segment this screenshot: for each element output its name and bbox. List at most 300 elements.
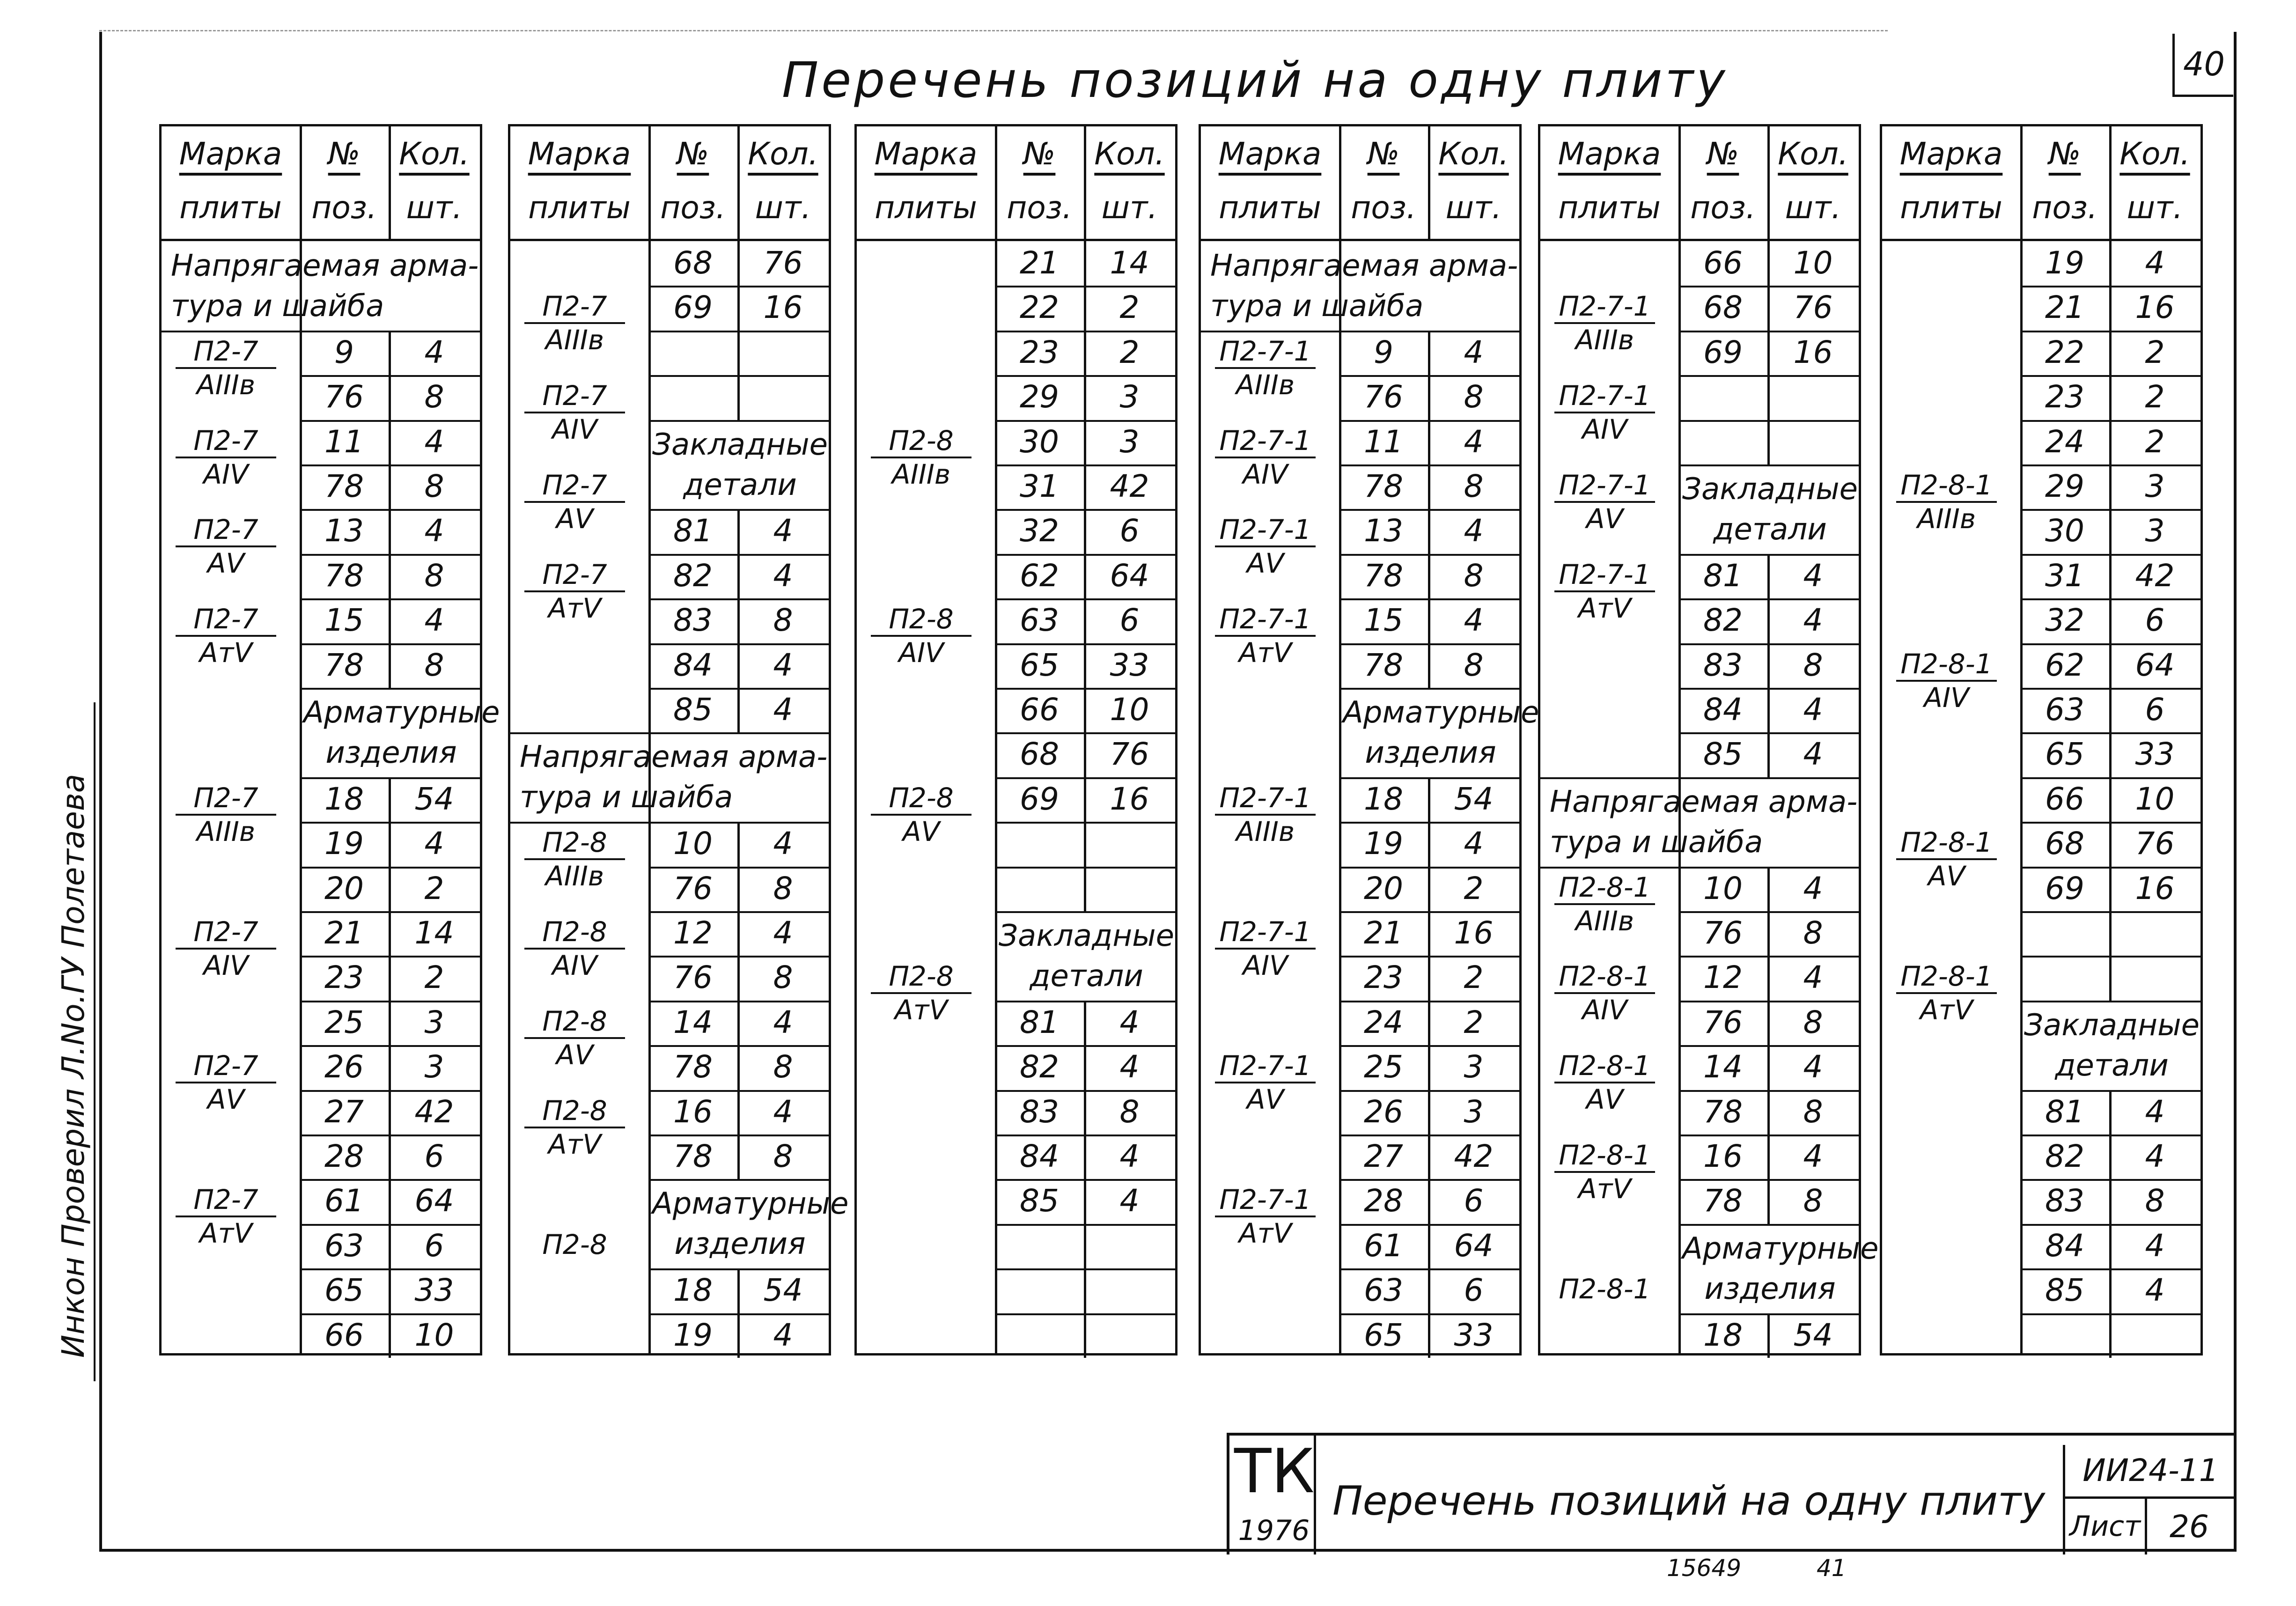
quantity: 2 — [2145, 423, 2165, 460]
row-divider — [1678, 375, 1859, 377]
plate-mark-steel: АтV — [199, 637, 253, 669]
plate-mark-steel: АтV — [199, 1217, 253, 1250]
position-number: 81 — [2045, 1093, 2084, 1130]
position-number: 81 — [1703, 557, 1743, 594]
header-mark-line-1: Марка — [179, 136, 282, 172]
position-number: 28 — [324, 1138, 364, 1174]
footer-inventory-number: 15649 — [1667, 1554, 1742, 1582]
position-table — [1880, 124, 2203, 1356]
header-position-line-1: № — [1023, 136, 1056, 172]
quantity: 4 — [1803, 692, 1823, 728]
quantity: 54 — [763, 1272, 803, 1309]
header-quantity — [2109, 126, 2200, 239]
column-divider — [737, 331, 740, 375]
quantity: 16 — [1454, 915, 1494, 951]
row-divider — [648, 331, 829, 332]
quantity: 4 — [1119, 1004, 1140, 1040]
position-number: 29 — [2045, 468, 2084, 504]
plate-mark-type: П2-7 — [176, 427, 276, 458]
position-number: 15 — [1364, 602, 1403, 639]
header-mark — [857, 126, 995, 239]
plate-mark-type: П2-8-1 — [1896, 962, 1997, 994]
section-subheading: Закладные детали — [999, 919, 1175, 994]
position-number: 21 — [2045, 289, 2084, 326]
header-mark-line-1: Марка — [1558, 136, 1661, 172]
row-divider — [648, 1179, 829, 1181]
row-divider — [1678, 464, 1859, 466]
row-divider — [300, 688, 480, 690]
section-heading: Напрягаемая арма- тура и шайба — [1550, 784, 1858, 860]
quantity: 8 — [424, 468, 444, 504]
column-divider — [1767, 126, 1770, 239]
quantity: 14 — [1110, 245, 1149, 281]
plate-mark — [176, 605, 276, 667]
quantity: 4 — [773, 915, 793, 951]
header-position — [1339, 126, 1428, 239]
quantity: 3 — [2145, 513, 2165, 549]
position-number: 18 — [1703, 1317, 1743, 1353]
quantity: 4 — [2145, 1093, 2165, 1130]
quantity: 4 — [1803, 736, 1823, 773]
position-number: 9 — [1374, 334, 1393, 370]
quantity: 4 — [424, 423, 444, 460]
plate-mark — [1215, 424, 1316, 490]
position-number: 76 — [324, 379, 364, 415]
sheet-corner-number: 40 — [2172, 34, 2233, 97]
position-number: 76 — [1703, 1004, 1743, 1040]
quantity: 3 — [1464, 1093, 1484, 1130]
quantity: 10 — [414, 1317, 454, 1353]
position-number: 66 — [1020, 692, 1059, 728]
position-number: 13 — [1364, 513, 1403, 549]
plate-mark-steel: АIIIв — [196, 368, 256, 401]
quantity: 2 — [1464, 959, 1484, 996]
header-mark-line-1: Марка — [1218, 136, 1322, 172]
section-subheading: Арматурные изделия — [1682, 1231, 1879, 1306]
plate-mark — [1215, 1050, 1316, 1116]
quantity: 8 — [1464, 468, 1484, 504]
position-number: 30 — [2045, 513, 2084, 549]
position-table — [1538, 124, 1879, 1356]
plate-mark-steel: АIIIв — [545, 324, 604, 356]
plate-mark-type: П2-8 — [524, 828, 625, 860]
plate-mark-type: П2-7-1 — [1215, 1186, 1316, 1217]
position-number: 32 — [1020, 513, 1059, 549]
quantity: 42 — [414, 1093, 454, 1130]
plate-mark-type: П2-7 — [524, 292, 625, 324]
plate-mark — [1554, 1141, 1655, 1203]
quantity: 8 — [1464, 379, 1484, 415]
plate-mark — [176, 1184, 276, 1250]
position-table — [854, 124, 1177, 1356]
row-divider — [995, 822, 1175, 824]
plate-mark-steel: АIV — [552, 413, 597, 446]
quantity: 4 — [2145, 245, 2165, 281]
position-number: 78 — [324, 557, 364, 594]
position-number: 63 — [2045, 692, 2084, 728]
column-divider — [2109, 1313, 2112, 1358]
position-number: 20 — [1364, 870, 1403, 906]
plate-mark — [524, 1094, 625, 1160]
column-divider — [2109, 956, 2112, 1000]
plate-mark — [524, 471, 625, 533]
plate-mark-steel: АV — [1246, 547, 1284, 580]
header-position-line-2: поз. — [1690, 190, 1756, 226]
position-number: 19 — [324, 825, 364, 862]
quantity: 4 — [773, 1093, 793, 1130]
position-number: 9 — [334, 334, 354, 370]
plate-mark-steel: АIIIв — [196, 815, 256, 847]
position-number: 11 — [324, 423, 364, 460]
plate-mark-type: П2-8-1 — [1554, 1141, 1655, 1173]
header-mark-line-1: Марка — [528, 136, 631, 172]
row-divider — [1678, 420, 1859, 422]
row-divider — [648, 420, 829, 422]
quantity: 76 — [1793, 289, 1833, 326]
plate-mark — [1554, 1050, 1655, 1116]
column-divider — [1084, 822, 1086, 866]
plate-mark-type: П2-7 — [524, 560, 625, 592]
quantity: 54 — [1454, 781, 1494, 817]
plate-mark-type: П2-8-1 — [1559, 1273, 1651, 1305]
header-mark — [1540, 126, 1678, 239]
plate-mark-steel: АIV — [1243, 458, 1288, 490]
position-number: 28 — [1364, 1183, 1403, 1219]
plate-mark — [871, 781, 971, 847]
header-quantity-line-1: Кол. — [399, 136, 470, 172]
row-divider — [2020, 956, 2200, 958]
position-number: 24 — [2045, 423, 2084, 460]
quantity: 4 — [1464, 423, 1484, 460]
plate-mark — [176, 424, 276, 490]
section-divider — [1540, 777, 1859, 779]
header-position-line-1: № — [1367, 136, 1400, 172]
plate-mark-type: П2-7-1 — [1215, 427, 1316, 458]
plate-mark — [1215, 605, 1316, 667]
plate-mark-type: П2-8 — [871, 784, 971, 816]
row-divider — [995, 1313, 1175, 1315]
plate-mark — [1896, 828, 1997, 890]
position-number: 23 — [1020, 334, 1059, 370]
position-number: 68 — [1020, 736, 1059, 773]
quantity: 64 — [2135, 647, 2175, 683]
position-number: 66 — [2045, 781, 2084, 817]
row-divider — [995, 911, 1175, 913]
position-number: 25 — [324, 1004, 364, 1040]
position-number: 61 — [1364, 1227, 1403, 1264]
quantity: 8 — [1803, 1093, 1823, 1130]
position-number: 83 — [2045, 1183, 2084, 1219]
section-heading: Напрягаемая арма- тура и шайба — [520, 740, 828, 815]
position-number: 26 — [1364, 1093, 1403, 1130]
plate-mark — [1215, 918, 1316, 980]
quantity: 8 — [773, 870, 793, 906]
position-number: 76 — [673, 870, 713, 906]
plate-mark-steel: АV — [207, 547, 245, 580]
quantity: 6 — [424, 1138, 444, 1174]
table-header — [1540, 126, 1859, 241]
position-number: 81 — [1020, 1004, 1059, 1040]
quantity: 4 — [773, 1317, 793, 1353]
quantity: 10 — [1793, 245, 1833, 281]
header-mark-line-2: плиты — [875, 190, 977, 226]
plate-mark-type: П2-7 — [176, 784, 276, 816]
quantity: 33 — [414, 1272, 454, 1309]
quantity: 8 — [1464, 557, 1484, 594]
plate-mark-type: П2-7 — [176, 1186, 276, 1217]
plate-mark-steel: АIV — [1582, 994, 1627, 1026]
quantity: 8 — [773, 1138, 793, 1174]
header-mark — [1201, 126, 1339, 239]
quantity: 42 — [2135, 557, 2175, 594]
position-number: 23 — [324, 959, 364, 996]
position-number: 19 — [2045, 245, 2084, 281]
quantity: 42 — [1110, 468, 1149, 504]
position-number: 31 — [1020, 468, 1059, 504]
plate-mark — [524, 292, 625, 354]
top-border-dashes — [99, 30, 1888, 31]
column-divider — [737, 126, 740, 239]
quantity: 33 — [1454, 1317, 1494, 1353]
position-number: 12 — [1703, 959, 1743, 996]
plate-mark-steel: АIIIв — [1917, 503, 1976, 535]
position-number: 65 — [1020, 647, 1059, 683]
header-quantity-line-2: шт. — [755, 190, 811, 226]
quantity: 16 — [2135, 289, 2175, 326]
position-number: 16 — [673, 1093, 713, 1130]
row-divider — [2020, 1313, 2200, 1315]
position-number: 19 — [673, 1317, 713, 1353]
position-number: 85 — [2045, 1272, 2084, 1309]
plate-mark — [1896, 650, 1997, 712]
quantity: 76 — [1110, 736, 1149, 773]
position-number: 83 — [1703, 647, 1743, 683]
section-heading: Напрягаемая арма- тура и шайба — [171, 249, 479, 324]
position-number: 10 — [1703, 870, 1743, 906]
header-position — [995, 126, 1084, 239]
row-divider — [648, 375, 829, 377]
table-header — [162, 126, 480, 241]
column-divider — [1767, 375, 1770, 420]
position-number: 69 — [2045, 870, 2084, 906]
column-divider — [1428, 126, 1430, 239]
stamp-title: Перечень позиций на одну плиту — [1332, 1478, 2046, 1525]
quantity: 16 — [1110, 781, 1149, 817]
header-position-line-1: № — [677, 136, 709, 172]
position-number: 62 — [2045, 647, 2084, 683]
plate-mark-type: П2-8-1 — [1554, 873, 1655, 905]
quantity: 76 — [2135, 825, 2175, 862]
plate-mark-steel: АV — [902, 815, 940, 847]
position-number: 29 — [1020, 379, 1059, 415]
position-number: 84 — [1703, 692, 1743, 728]
quantity: 6 — [1464, 1183, 1484, 1219]
position-number: 78 — [1364, 468, 1403, 504]
quantity: 3 — [1464, 1049, 1484, 1085]
header-quantity — [737, 126, 829, 239]
position-table — [159, 124, 500, 1356]
quantity: 16 — [1793, 334, 1833, 370]
position-number: 19 — [1364, 825, 1403, 862]
plate-mark — [1554, 962, 1655, 1024]
section-heading: Напрягаемая арма- тура и шайба — [1210, 249, 1518, 324]
plate-mark — [871, 962, 971, 1024]
row-divider — [1339, 688, 1519, 690]
plate-mark — [1554, 560, 1655, 622]
quantity: 2 — [424, 870, 444, 906]
side-approval-note: Инкон Проверил Л.No.ГУ Полетаева — [55, 774, 91, 1358]
header-quantity — [1428, 126, 1519, 239]
quantity: 4 — [1119, 1183, 1140, 1219]
header-mark — [1882, 126, 2020, 239]
quantity: 4 — [773, 557, 793, 594]
quantity: 42 — [1454, 1138, 1494, 1174]
header-position — [1678, 126, 1767, 239]
position-number: 78 — [324, 468, 364, 504]
column-divider — [1084, 867, 1086, 911]
quantity: 14 — [414, 915, 454, 951]
quantity: 4 — [1464, 334, 1484, 370]
position-number: 69 — [1703, 334, 1743, 370]
position-number: 85 — [673, 692, 713, 728]
quantity: 3 — [2145, 468, 2165, 504]
row-divider — [995, 1224, 1175, 1226]
plate-mark-steel: АIV — [1924, 681, 1969, 714]
column-divider — [1767, 420, 1770, 464]
plate-mark-steel: АIIIв — [1236, 815, 1295, 847]
quantity: 4 — [1803, 557, 1823, 594]
plate-mark-type: П2-8 — [524, 918, 625, 950]
plate-mark — [1215, 1184, 1316, 1250]
plate-mark — [524, 1230, 625, 1260]
table-header — [1882, 126, 2200, 241]
plate-mark-type: П2-8-1 — [1896, 650, 1997, 682]
position-number: 14 — [673, 1004, 713, 1040]
sheet-label: Лист — [2063, 1499, 2147, 1554]
quantity: 8 — [1803, 1004, 1823, 1040]
plate-mark-steel: АV — [1928, 860, 1965, 892]
quantity: 8 — [1803, 915, 1823, 951]
header-quantity-line-2: шт. — [1101, 190, 1158, 226]
position-number: 20 — [324, 870, 364, 906]
quantity: 76 — [763, 245, 803, 281]
position-number: 21 — [324, 915, 364, 951]
position-number: 81 — [673, 513, 713, 549]
quantity: 3 — [1119, 423, 1140, 460]
quantity: 4 — [773, 825, 793, 862]
position-number: 23 — [2045, 379, 2084, 415]
quantity: 54 — [1793, 1317, 1833, 1353]
quantity: 4 — [424, 602, 444, 639]
quantity: 4 — [1119, 1049, 1140, 1085]
plate-mark-steel: АIIIв — [1575, 324, 1634, 356]
column-divider — [1084, 1313, 1086, 1358]
position-number: 11 — [1364, 423, 1403, 460]
plate-mark-type: П2-8 — [871, 605, 971, 637]
plate-mark-steel: АV — [1246, 1083, 1284, 1116]
position-number: 14 — [1703, 1049, 1743, 1085]
header-quantity-line-1: Кол. — [1094, 136, 1165, 172]
row-divider — [2020, 1001, 2200, 1002]
plate-mark-type: П2-7 — [176, 918, 276, 950]
quantity: 4 — [2145, 1138, 2165, 1174]
plate-mark — [1215, 514, 1316, 580]
plate-mark — [1896, 471, 1997, 533]
plate-mark — [176, 514, 276, 580]
plate-mark-type: П2-7-1 — [1554, 382, 1655, 413]
header-mark-line-2: плиты — [179, 190, 282, 226]
plate-mark — [871, 605, 971, 667]
plate-mark-steel: АтV — [1578, 592, 1632, 624]
position-number: 31 — [2045, 557, 2084, 594]
plate-mark-type: П2-7-1 — [1215, 918, 1316, 950]
position-number: 63 — [1020, 602, 1059, 639]
tk-year: 1976 — [1238, 1514, 1310, 1547]
position-number: 30 — [1020, 423, 1059, 460]
header-position-line-2: поз. — [660, 190, 726, 226]
position-number: 84 — [1020, 1138, 1059, 1174]
section-subheading: Арматурные изделия — [303, 695, 500, 770]
column-divider — [737, 375, 740, 420]
quantity: 6 — [1119, 513, 1140, 549]
tk-logo — [1234, 1436, 1316, 1554]
table-header — [857, 126, 1175, 241]
position-number: 68 — [673, 245, 713, 281]
header-quantity-line-1: Кол. — [748, 136, 818, 172]
header-quantity — [1767, 126, 1859, 239]
quantity: 10 — [2135, 781, 2175, 817]
quantity: 2 — [2145, 379, 2165, 415]
header-quantity-line-2: шт. — [406, 190, 463, 226]
plate-mark-steel: АIV — [1243, 950, 1288, 981]
position-number: 78 — [1364, 647, 1403, 683]
column-divider — [2109, 911, 2112, 956]
plate-mark-steel: АIV — [898, 637, 944, 669]
plate-mark-type: П2-7-1 — [1215, 516, 1316, 547]
table-header — [1201, 126, 1519, 241]
position-number: 78 — [1364, 557, 1403, 594]
quantity: 10 — [1110, 692, 1149, 728]
quantity: 8 — [773, 959, 793, 996]
quantity: 2 — [2145, 334, 2165, 370]
column-divider — [389, 126, 391, 239]
header-position-line-2: поз. — [2032, 190, 2097, 226]
quantity: 64 — [1110, 557, 1149, 594]
plate-mark-type: П2-8-1 — [1554, 1052, 1655, 1083]
quantity: 2 — [424, 959, 444, 996]
header-quantity-line-1: Кол. — [1778, 136, 1848, 172]
position-number: 83 — [673, 602, 713, 639]
quantity: 6 — [1119, 602, 1140, 639]
position-number: 13 — [324, 513, 364, 549]
header-mark-line-1: Марка — [874, 136, 978, 172]
table-header — [510, 126, 829, 241]
quantity: 4 — [2145, 1272, 2165, 1309]
position-number: 12 — [673, 915, 713, 951]
position-number: 66 — [1703, 245, 1743, 281]
plate-mark — [524, 560, 625, 622]
position-number: 78 — [1703, 1183, 1743, 1219]
position-number: 78 — [673, 1049, 713, 1085]
plate-mark-steel: АтV — [1578, 1173, 1632, 1205]
quantity: 6 — [2145, 692, 2165, 728]
header-quantity-line-2: шт. — [1445, 190, 1502, 226]
column-divider — [1084, 1268, 1086, 1313]
position-number: 27 — [324, 1093, 364, 1130]
header-mark — [510, 126, 648, 239]
plate-mark-steel: АIV — [203, 458, 249, 490]
header-quantity — [1084, 126, 1175, 239]
